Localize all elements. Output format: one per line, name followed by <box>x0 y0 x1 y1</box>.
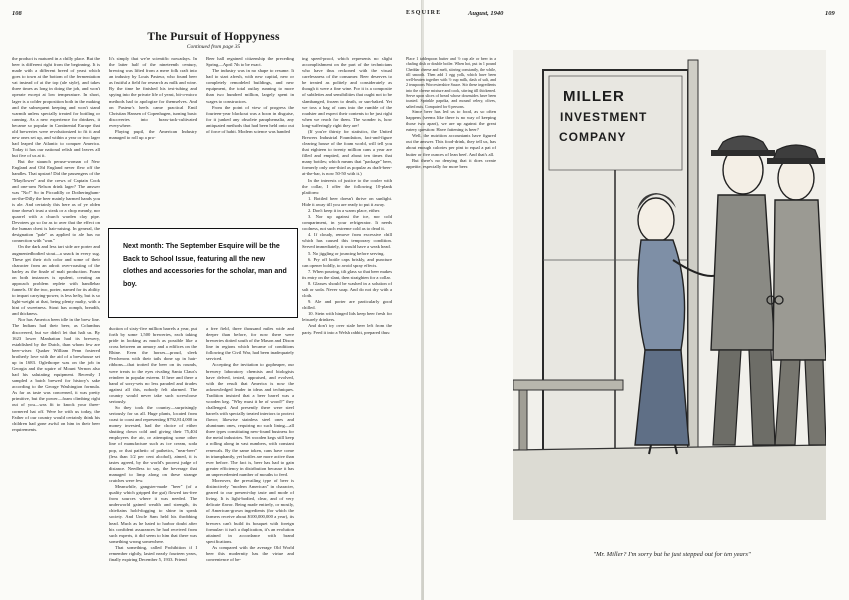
text-column-3-bottom <box>206 326 294 584</box>
article-title: The Pursuit of Hoppyness <box>147 31 280 43</box>
paragraph: That something, called Prohibition if I remember rightly, lasted nearly fourteen years, finally expiring December 5, 1933. Friend <box>109 544 197 562</box>
list-item: 7. When pouring, tilt glass so that beer makes its entry on the slant, then straighten for a collar. <box>302 268 392 280</box>
list-item: 8. Glasses should be washed in a solution of salt or soda. Never soap. And do not dry with a cloth. <box>302 280 392 299</box>
issue-date: August, 1940 <box>468 10 504 17</box>
list-item: 6. Pry off bottle caps briskly, and puncture can opener boldly, to avoid spray effects. <box>302 256 392 268</box>
text-column-4 <box>302 56 392 584</box>
paragraph: the product is matured in a chilly place. But the beer is different right from the beginning. It is made with a different breed of yeast which goes to town at the bottom of the fermentation vat instead of at the top (ale style), and takes three times as long in doing the job, and won't operate except at low temperature. In short, lager is a colder proposition both in the making and the subsequent keeping and won't stand warmth unless specially treated for bottling or canning. As a new experience for drinkers, it became so popular in Continental Europe that old breweries were revolutionized to fit it and new ones set up, and within a year or two lager had leaped the Atlantic to conquer America. Today it has our national relish and leaves all but five of us at it. <box>12 56 100 159</box>
paragraph: From the point of view of progress the fourteen-year blackout was a boon in disguise, for it junked any obsolete paraphernalia, any antiquated methods that had been held onto out of force of habit. Modern science was handed <box>206 104 294 134</box>
paragraph: Meanwhile, gangster-made "beer" (of a quality which gripped the gut) flowed tax-free from sources where it was needed. The underworld gained wealth and strength, its chieftains hold-dogging to shine in speak society. And Uncle Sam held his throbbing head. Much as he hated to harbor doubt after his confident assurances he had received from such experts, it did seem to him that there was something wrong somewhere. <box>109 484 197 544</box>
paragraph: In the interests of justice to the cooler with the collar, I offer the following 10-plank platform: <box>302 177 392 195</box>
list-item: 1. Bottled beer doesn't thrive on sunlight. Hide it away till you are ready to put it away. <box>302 195 392 207</box>
magazine-name: ESQUIRE <box>406 10 442 16</box>
paragraph: ing speed-proof, which represents no slight accomplishment on the part of the technicians who have thus reckoned with the visual carelessness of the consumer. Beer deserves to be treated as politely and considerately as though it were a fine wine. For it is a composite of subtleties and sensibilities that ought not to be slambanged, frozen to death, or sun-baked. Yet we toss a bag of cans into the rumble of the roadster and expect their contents to be just right when we reach for them. The wonder is, how long-sufferingly right they are! <box>302 56 392 128</box>
paragraph: Well, the nutrition accountants have figured out the answer. This food-drink, they tell us, has about enough calories per pint to equal a pat of butter or five ounces of lean beef. And that's all. <box>406 133 496 157</box>
left-page-number: 108 <box>12 10 22 17</box>
paragraph: Playing pupil, the American Industry managed to roll up a pro- <box>109 128 197 141</box>
paragraph: Since beer has led us to food, as so often happens (seems like there is no way of keeping those two apart), we are up against the great eatery question: Have fattening is beer? <box>406 108 496 133</box>
paragraph: As compared with the average Old World beer this modernity has the virtue and convenience of be- <box>206 544 294 562</box>
next-month-promo-box <box>108 228 298 318</box>
article-subtitle: Continued from page 35 <box>186 44 241 50</box>
window-sign-line: INVESTMENT <box>560 110 648 124</box>
list-item: 4. If cloudy, remove from excessive chill which has caused this temporary condition. Served immediately, it would have a weak head. <box>302 232 392 250</box>
text-column-3-top <box>206 56 294 218</box>
paragraph: a free field, three thousand miles wide and deeper than before, for now there were breweries dotted south of the Mason and Dixon line in regions which became of conditions following the Civil War, had been inadequately serviced. <box>206 326 294 362</box>
window-sign-line: COMPANY <box>559 130 627 144</box>
right-page-number: 109 <box>825 10 835 17</box>
paragraph: (If you're thirsty for statistics, the United Brewers Industrial Foundation, fact-and-figure clearing house of the foam world, will tell you that eighteen to twenty million cans a year are filled and emptied, and about ten times that many bottles; which means that "package" beer, formerly only one-third as popular as draft-beer-at-the-bar, is now 50-50 with it.) <box>302 128 392 177</box>
text-column-1 <box>12 56 100 584</box>
cartoon-illustration <box>513 50 826 520</box>
paragraph: Nor has America been idle in the brew line. The Indians had their beer, as Columbus discovered, but we didn't let that halt us. By 1623 lower Manhattan had its brewery, established by the Dutch, than whom few are beer-wiser. Quaker William Penn fostered brotherly love with the aid of a brewhouse set up in 1683. Oglethorpe was on the job in Georgia and the squire of Mount Vernon also had his salutating equipment. Recently I sampled a batch brewed for history's sake according to the George Washington formula. As far as taste was concerned, it was pretty primitive, but the power—foam climbing right out of you—was fit to knock your three-cornered hat off. Were he with us today, the Father of our country would certainly think his children had gone awful on him in their beer requirements. <box>12 317 100 432</box>
promo-text: Next month: The September Esquire will be the Back to School Issue, featuring all the new clothes and accessories for the scholar, man and boy. <box>123 243 287 288</box>
paragraph: The industry was in no shape to resume. It had to start afresh, with new capital, new or completely remodeled buildings, and new equipment, the total outlay running to more than two hundred million, largely spent in wages to constructors. <box>206 68 294 104</box>
text-column-5 <box>406 56 496 584</box>
paragraph: On the dark and less tart side are porter and augmentedbodied stout—a snack in every sug. These get their rich color and some of their character from an adroit over-roasting of the barley as the finale of malt production. Foam on both instances is opulent, creating an approach problem replete with handlebar funnels. Of the two, porter, named for its ability to impart carrying-power, is less hefty, but is so light-weight at that, being plenty malty, with a hint of sweetness. Stout has oomph, breadth, and thickness. <box>12 244 100 317</box>
paragraph: So they took the country—surprisingly seriously for us all. Huge plants, located from coast to coast and representing $792,814,000 in money invested, had the choice of either shutting down cold and giving their 75,404 employees the air, or attempting some other line of manufacture such as ice cream, soda pop, or that pathetic of pathetics, "near-beer" (less than 1/2 per cent alcohol), aimed, it is tastes agreed, by the world's poorest judge of distance. Needless to say, the beverage that managed to limp along on these strange crutches were few. <box>109 405 197 483</box>
paragraph: Accepting the invitation to gopheaper, our brewery laboratory chemists and biologists have delved, tested, appraised, and evolved, with the result that America is now the acknowledged leader in ideas and techniques. Tradition insisted that a beer barrel was a wooden keg. "Why must it be of wood?" they challenged. And presently there were steel barrels with specially treated interiors to protect flavor; likewise stainless steel ones and aluminum ones, requiring no such lining—all three types constituting new-found business for the metal industries. Yet wooden kegs still keep a rolling along in vast numbers, with constant renewals. By the same token, cans have come in triumphantly, yet bottles are more active than ever before. The fact is, beer has had to gain greater efficiency in distribution because it has an unprecedented number of mouths to feed. <box>206 362 294 477</box>
window-sign-line: MILLER <box>563 88 625 105</box>
list-item: 2. Don't keep it in a warm place, either. <box>308 207 381 213</box>
paragraph: But the staunch peruse-woman of New England and Old England never flew off the handles. That upstart! Did the passengers of the "Mayflower" and the crews of Captain Cook and one-arm Nelson drink lager? The answer was "No!" So in Piccadilly or Dotheringham-on-the-Dilly the beer mainly harmed hands you is ale. And certainly this here as of ye olden time doesn't trust a steak or a chop meanly, nor quarrel with a church warden clay pipe. Devotees go so far as to aver that the effect on the human chest is hair-raising. In general, the designation "pale" as applied to ale has no connection with "wan." <box>12 159 100 244</box>
paragraph: Moreover, the prevailing type of beer is distinctively "modern American" in character, geared to our present-day taste and mode of living. It is light-bodied, clear, and of very delicate flavor. Being made entirely, or mostly, of American-grown ingredients (for which the farmers receive about $100,000,000 a year), its brewers can't build its bouquet with foreign formulae: it isn't a duplication, it's an evolution attained in accordance with brand specifications. <box>206 477 294 544</box>
list-item: 3. Nor up against the ice, nor cold compartment, in your refrigerator. It needs coolness, not such extreme cold as to dead it. <box>302 214 392 232</box>
text-column-2-bottom <box>109 326 197 584</box>
paragraph: duction of sixty-five million barrels a year, put forth by some 1,500 breweries, each taking pride in looking as much as possible like a cross between an armory and a edifices on the Rhine. Even the horses—proud, sleek Percherons with their tails done up in hair-ribbons—that trotted the beer on its rounds, were treats to the eyes rivaling Santa Claus's reindeer in popular esteem. If here and there a band of sorry-sets no less paraded and tirades against all this, nobody felt alarmed. The country would never take such screwloose seriously. <box>109 326 197 404</box>
list-item: 9. Ale and porter are particularly good chilled. <box>302 299 392 311</box>
text-column-2-top <box>109 56 197 218</box>
welsh-rabbit-recipe: Place 1 tablespoon butter and ½ cup ale or beer in a chafing dish or double boiler. When hot, put in 1 pound Cheddar cheese and melt, stirring constantly, the while, till smooth. Then add 1 egg yolk, which have been well-beaten together with ½ cup milk, dash of salt, and 2 teaspoons Worcestershire Sauce. Stir these ingredients into the cheese mixture and cook, stirring till thickened. Serve upon slices of bread whose downsides have been toasted. Sprinkle paprika, and mound celery, olives, salted nuts. Computed for 6 persons. <box>406 56 496 109</box>
paragraph: It's simply that we're scientific nowadays. In the latter half of the nineteenth century, brewing was lifted from a mere folk craft into an industry by Louis Pasteur, who found beer as fruitful a field for research as milk and wine. By the time he finished his test-tubing and spying into the private life of yeast, bit-o-micro methods had to apologize for themselves. And on Pasteur's heels came practical Emil Christian Hansen of Copenhagen, turning basic discoveries into brass-tack-cultivated everywhere. <box>109 56 197 128</box>
paragraph: But there's no denying that it does create appetite, especially for more beer. <box>406 157 496 169</box>
list-item: 5. No jiggling or jouncing before serving. <box>308 250 385 256</box>
paragraph: Beer hall regained citizenship the preceding Spring—April 7th to be exact. <box>206 56 294 68</box>
cartoon-caption: "Mr. Miller? I'm sorry but he just stepped out for ten years" <box>593 551 751 558</box>
list-item: 10. Stein with hinged lids keep beer fresh for leisurely drinkers. <box>302 311 392 323</box>
paragraph: And don't try over stale beer left from the party. Feed it into a Welsh rabbit, prepared thus: <box>302 323 392 335</box>
